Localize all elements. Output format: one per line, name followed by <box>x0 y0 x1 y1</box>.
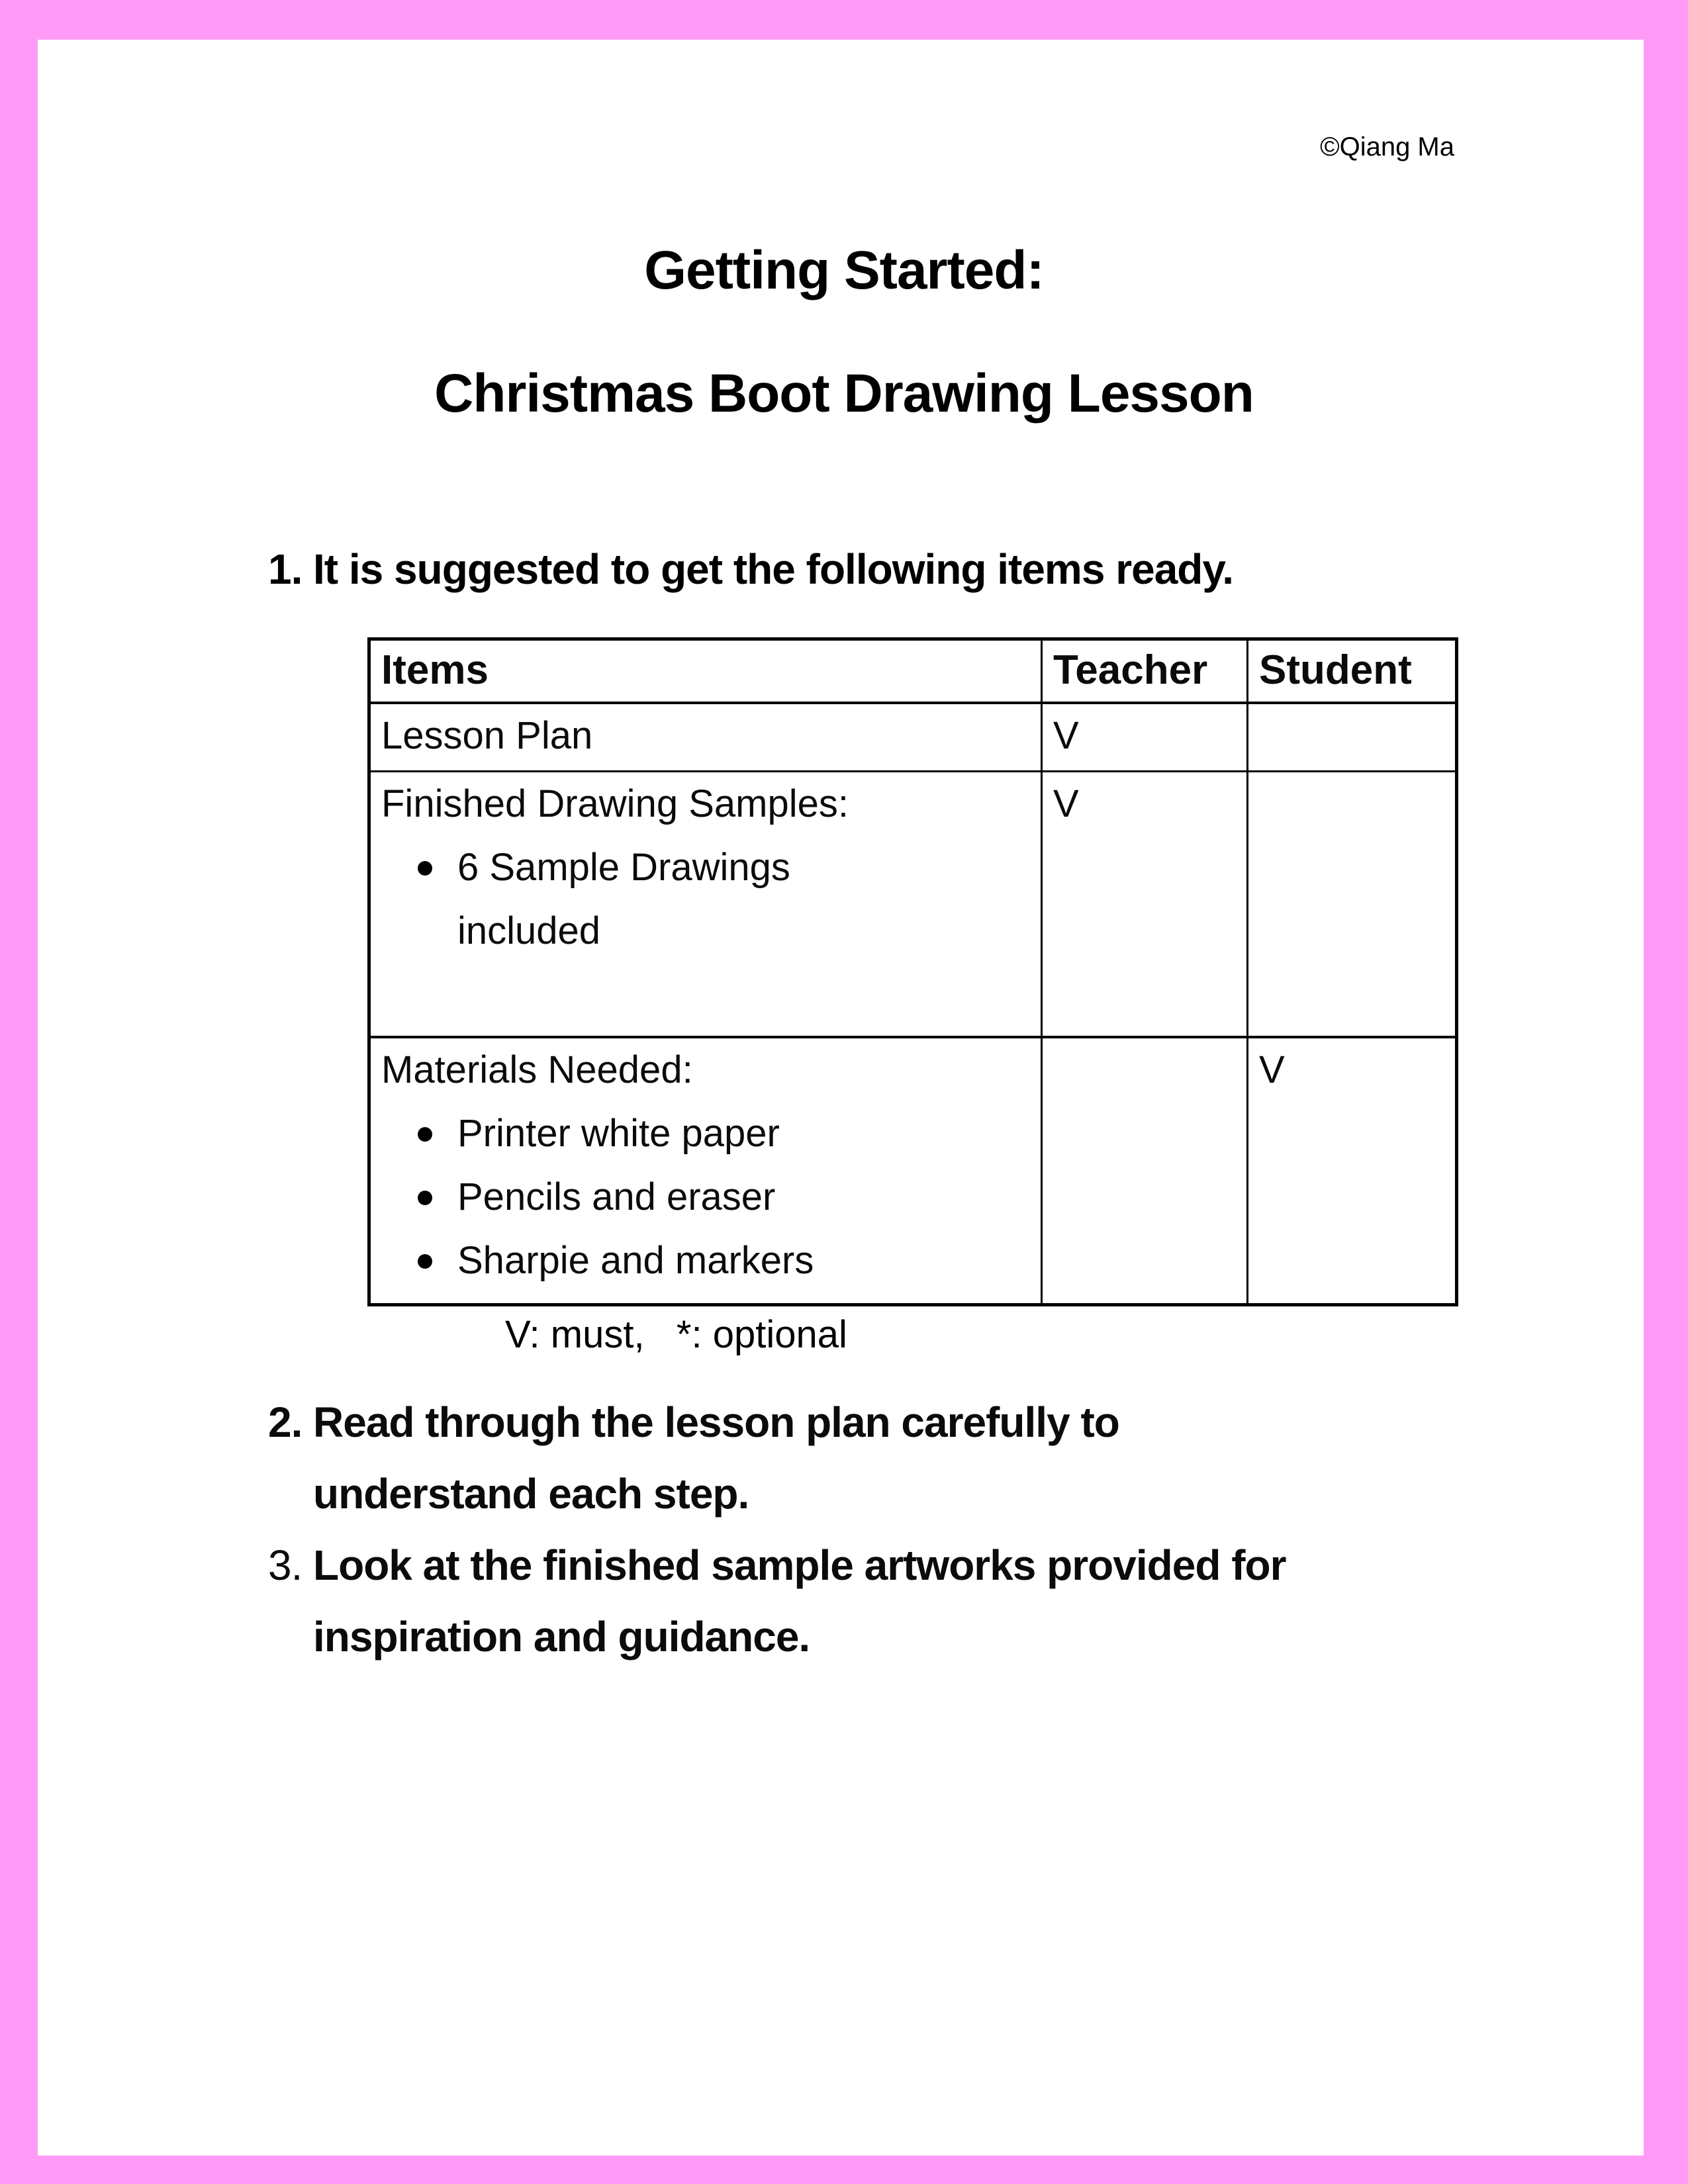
table-header-row <box>371 641 1455 704</box>
bullet-item <box>418 1229 1041 1293</box>
bullet-item <box>418 1102 1041 1165</box>
steps-list <box>268 1387 1286 1672</box>
step-3-item <box>268 1529 1286 1672</box>
bullet-icon <box>418 1254 432 1269</box>
page-title-line-1: Getting Started: <box>644 240 1044 300</box>
bullet-item <box>418 1165 1041 1229</box>
bullet-text: Sharpie and markers <box>457 1239 814 1282</box>
student-cell: V <box>1246 1038 1455 1303</box>
step-3-text <box>313 1529 1286 1672</box>
bullet-icon <box>418 861 432 876</box>
teacher-cell: V <box>1041 772 1246 1036</box>
bullet-text: Printer white paper <box>457 1112 780 1155</box>
item-cell-title: Materials Needed: <box>381 1048 693 1091</box>
step-3-line-2: inspiration and guidance. <box>313 1613 810 1661</box>
table-row <box>371 772 1455 1038</box>
legend-text: V: must, *: optional <box>505 1313 847 1356</box>
item-cell-title: Finished Drawing Samples: <box>381 782 849 825</box>
step-1-item <box>268 539 1233 599</box>
item-cell <box>371 1038 1041 1303</box>
table-row <box>371 1038 1455 1303</box>
student-cell <box>1246 772 1455 1036</box>
step-1-text: It is suggested to get the following items ready. <box>313 545 1233 593</box>
step-1-number: 1. <box>268 545 303 593</box>
table-row <box>371 704 1455 772</box>
teacher-cell <box>1041 1038 1246 1303</box>
teacher-cell: V <box>1041 704 1246 770</box>
step-2-item <box>268 1387 1286 1529</box>
column-header-teacher: Teacher <box>1041 641 1246 702</box>
step-2-line-1: Read through the lesson plan carefully to <box>313 1398 1119 1446</box>
column-header-items: Items <box>381 647 489 693</box>
student-cell <box>1246 704 1455 770</box>
bullet-item <box>418 836 1041 963</box>
page-title-line-2: Christmas Boot Drawing Lesson <box>434 363 1254 424</box>
bullet-text: 6 Sample Drawings included <box>457 846 790 952</box>
step-3-number: 3. <box>268 1541 303 1589</box>
bullet-text: Pencils and eraser <box>457 1175 776 1218</box>
item-cell: Lesson Plan <box>381 714 593 757</box>
step-2-number: 2. <box>268 1398 303 1446</box>
step-3-line-1: Look at the finished sample artworks provided for <box>313 1541 1286 1589</box>
item-cell <box>371 772 1041 1036</box>
step-2-line-2: understand each step. <box>313 1470 749 1518</box>
bullet-icon <box>418 1127 432 1142</box>
items-checklist-table <box>367 637 1458 1306</box>
copyright-text: ©Qiang Ma <box>1320 132 1454 161</box>
column-header-student: Student <box>1246 641 1455 702</box>
bullet-icon <box>418 1191 432 1205</box>
step-2-text <box>313 1387 1119 1529</box>
